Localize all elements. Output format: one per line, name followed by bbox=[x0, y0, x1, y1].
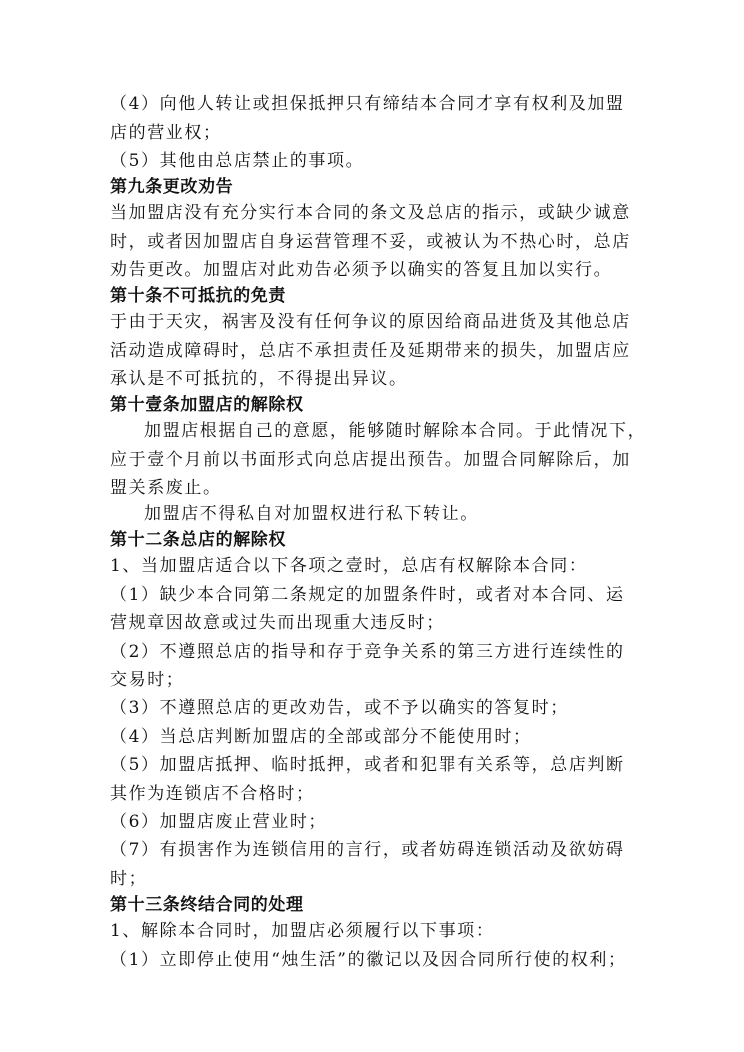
paragraph-line: （1）缺少本合同第二条规定的加盟条件时，或者对本合同、运 bbox=[110, 585, 625, 605]
paragraph-line: （5）加盟店抵押、临时抵押，或者和犯罪有关系等，总店判断 bbox=[110, 755, 625, 775]
paragraph-line: 应于壹个月前以书面形式向总店提出预告。加盟合同解除后，加 bbox=[110, 450, 631, 470]
paragraph-line: 1、当加盟店适合以下各项之壹时，总店有权解除本合同： bbox=[110, 556, 588, 576]
paragraph-line: 当加盟店没有充分实行本合同的条文及总店的指示，或缺少诚意 bbox=[110, 203, 631, 223]
section-heading: 第十二条总店的解除权 bbox=[110, 530, 286, 550]
paragraph-line: 承认是不可抵抗的，不得提出异议。 bbox=[110, 369, 408, 389]
paragraph-line: （5）其他由总店禁止的事项。 bbox=[110, 151, 365, 171]
paragraph-line: 其作为连锁店不合格时； bbox=[110, 784, 315, 804]
section-heading: 第十三条终结合同的处理 bbox=[110, 895, 304, 915]
paragraph-line: （7）有损害作为连锁信用的言行，或者妨碍连锁活动及欲妨碍 bbox=[110, 840, 625, 860]
paragraph-line: 1、解除本合同时，加盟店必须履行以下事项： bbox=[110, 921, 495, 941]
section-heading: 第十条不可抵抗的免责 bbox=[110, 286, 286, 306]
paragraph-line: 加盟店不得私自对加盟权进行私下转让。 bbox=[144, 504, 479, 524]
paragraph-line: 交易时； bbox=[110, 670, 185, 690]
paragraph-line: （3）不遵照总店的更改劝告，或不予以确实的答复时； bbox=[110, 698, 569, 718]
paragraph-line: （2）不遵照总店的指导和存于竞争关系的第三方进行连续性的 bbox=[110, 642, 625, 662]
paragraph-line: 时； bbox=[110, 869, 148, 889]
paragraph-line: （4）向他人转让或担保抵押只有缔结本合同才享有权利及加盟 bbox=[110, 94, 625, 114]
paragraph-line: 盟关系废止。 bbox=[110, 478, 222, 498]
paragraph-line: （4）当总店判断加盟店的全部或部分不能使用时； bbox=[110, 727, 532, 747]
paragraph-line: 劝告更改。加盟店对此劝告必须予以确实的答复且加以实行。 bbox=[110, 260, 613, 280]
paragraph-line: 加盟店根据自己的意愿，能够随时解除本合同。于此情况下， bbox=[144, 421, 647, 441]
paragraph-line: 时，或者因加盟店自身运营管理不妥，或被认为不热心时，总店 bbox=[110, 232, 631, 252]
section-heading: 第九条更改劝告 bbox=[110, 177, 234, 197]
paragraph-line: （1）立即停止使用“烛生活”的徽记以及因合同所行使的权利； bbox=[110, 950, 627, 970]
paragraph-line: 活动造成障碍时，总店不承担责任及延期带来的损失，加盟店应 bbox=[110, 341, 631, 361]
section-heading: 第十壹条加盟店的解除权 bbox=[110, 395, 304, 415]
paragraph-line: 于由于天灾，祸害及没有任何争议的原因给商品进货及其他总店 bbox=[110, 312, 631, 332]
paragraph-line: 店的营业权； bbox=[110, 123, 222, 143]
paragraph-line: （6）加盟店废止营业时； bbox=[110, 812, 328, 832]
paragraph-line: 营规章因故意或过失而出现重大违反时； bbox=[110, 613, 445, 633]
